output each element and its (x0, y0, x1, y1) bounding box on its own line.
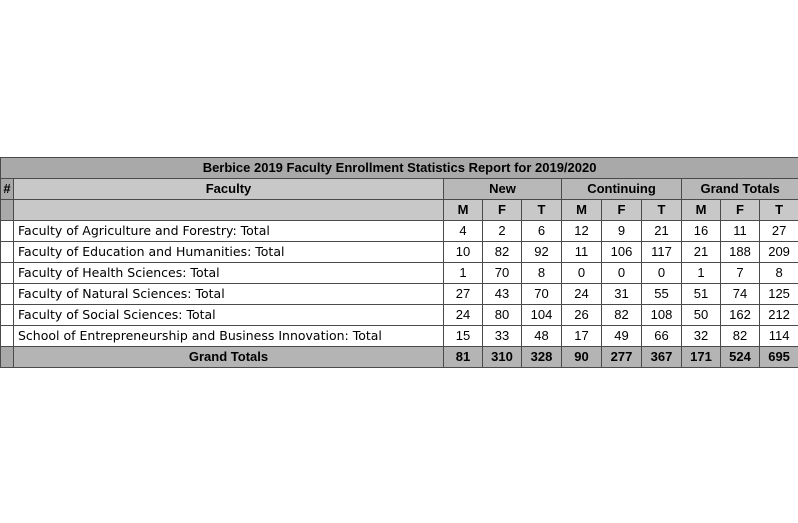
continuing-header: Continuing (562, 179, 682, 200)
row-index (1, 263, 14, 284)
grand-totals-header: Grand Totals (682, 179, 798, 200)
cell-value: 0 (642, 263, 682, 284)
total-value: 367 (642, 347, 682, 368)
cell-value: 16 (682, 221, 721, 242)
cell-value: 24 (444, 305, 483, 326)
cell-value: 51 (682, 284, 721, 305)
faculty-header: Faculty (14, 179, 444, 200)
cell-value: 74 (721, 284, 760, 305)
grand-totals-label: Grand Totals (14, 347, 444, 368)
faculty-name: Faculty of Education and Humanities: Total (14, 242, 444, 263)
table-row (1, 284, 798, 305)
cell-value: 1 (682, 263, 721, 284)
cell-value: 21 (682, 242, 721, 263)
total-value: 171 (682, 347, 721, 368)
faculty-spacer (14, 200, 444, 221)
sub-header: T (642, 200, 682, 221)
cell-value: 31 (602, 284, 642, 305)
cell-value: 2 (483, 221, 522, 242)
total-value: 90 (562, 347, 602, 368)
row-index (1, 305, 14, 326)
cell-value: 8 (522, 263, 562, 284)
cell-value: 43 (483, 284, 522, 305)
report-title: Berbice 2019 Faculty Enrollment Statistics Report for 2019/2020 (1, 158, 798, 179)
table-row (1, 263, 798, 284)
total-value: 328 (522, 347, 562, 368)
cell-value: 104 (522, 305, 562, 326)
cell-value: 9 (602, 221, 642, 242)
enrollment-report (0, 157, 798, 368)
cell-value: 48 (522, 326, 562, 347)
cell-value: 82 (602, 305, 642, 326)
cell-value: 1 (444, 263, 483, 284)
faculty-name: Faculty of Agriculture and Forestry: Total (14, 221, 444, 242)
cell-value: 24 (562, 284, 602, 305)
new-header: New (444, 179, 562, 200)
cell-value: 70 (483, 263, 522, 284)
cell-value: 11 (562, 242, 602, 263)
cell-value: 188 (721, 242, 760, 263)
cell-value: 125 (760, 284, 798, 305)
cell-value: 11 (721, 221, 760, 242)
sub-header: T (522, 200, 562, 221)
table-row (1, 242, 798, 263)
cell-value: 108 (642, 305, 682, 326)
sub-header: M (562, 200, 602, 221)
cell-value: 212 (760, 305, 798, 326)
cell-value: 10 (444, 242, 483, 263)
faculty-name: Faculty of Natural Sciences: Total (14, 284, 444, 305)
table-row (1, 305, 798, 326)
cell-value: 66 (642, 326, 682, 347)
cell-value: 80 (483, 305, 522, 326)
table-row (1, 221, 798, 242)
cell-value: 114 (760, 326, 798, 347)
table-row (1, 326, 798, 347)
cell-value: 4 (444, 221, 483, 242)
row-index (1, 347, 14, 368)
index-spacer (1, 200, 14, 221)
faculty-name: Faculty of Health Sciences: Total (14, 263, 444, 284)
sub-header: M (444, 200, 483, 221)
cell-value: 70 (522, 284, 562, 305)
cell-value: 32 (682, 326, 721, 347)
sub-header: F (483, 200, 522, 221)
cell-value: 50 (682, 305, 721, 326)
cell-value: 12 (562, 221, 602, 242)
cell-value: 117 (642, 242, 682, 263)
sub-header: F (721, 200, 760, 221)
cell-value: 17 (562, 326, 602, 347)
cell-value: 49 (602, 326, 642, 347)
cell-value: 92 (522, 242, 562, 263)
cell-value: 106 (602, 242, 642, 263)
cell-value: 8 (760, 263, 798, 284)
cell-value: 0 (562, 263, 602, 284)
total-value: 277 (602, 347, 642, 368)
cell-value: 209 (760, 242, 798, 263)
faculty-name: Faculty of Social Sciences: Total (14, 305, 444, 326)
index-header: # (1, 179, 14, 200)
sub-header: F (602, 200, 642, 221)
cell-value: 162 (721, 305, 760, 326)
cell-value: 26 (562, 305, 602, 326)
sub-header: M (682, 200, 721, 221)
total-value: 524 (721, 347, 760, 368)
cell-value: 0 (602, 263, 642, 284)
cell-value: 82 (721, 326, 760, 347)
cell-value: 6 (522, 221, 562, 242)
cell-value: 7 (721, 263, 760, 284)
cell-value: 55 (642, 284, 682, 305)
cell-value: 33 (483, 326, 522, 347)
row-index (1, 221, 14, 242)
cell-value: 82 (483, 242, 522, 263)
row-index (1, 326, 14, 347)
cell-value: 27 (760, 221, 798, 242)
total-value: 81 (444, 347, 483, 368)
row-index (1, 284, 14, 305)
cell-value: 21 (642, 221, 682, 242)
faculty-name: School of Entrepreneurship and Business Innovation: Total (14, 326, 444, 347)
row-index (1, 242, 14, 263)
enrollment-table (0, 157, 798, 368)
grand-totals-row (1, 347, 798, 368)
total-value: 310 (483, 347, 522, 368)
cell-value: 15 (444, 326, 483, 347)
sub-header: T (760, 200, 798, 221)
cell-value: 27 (444, 284, 483, 305)
total-value: 695 (760, 347, 798, 368)
